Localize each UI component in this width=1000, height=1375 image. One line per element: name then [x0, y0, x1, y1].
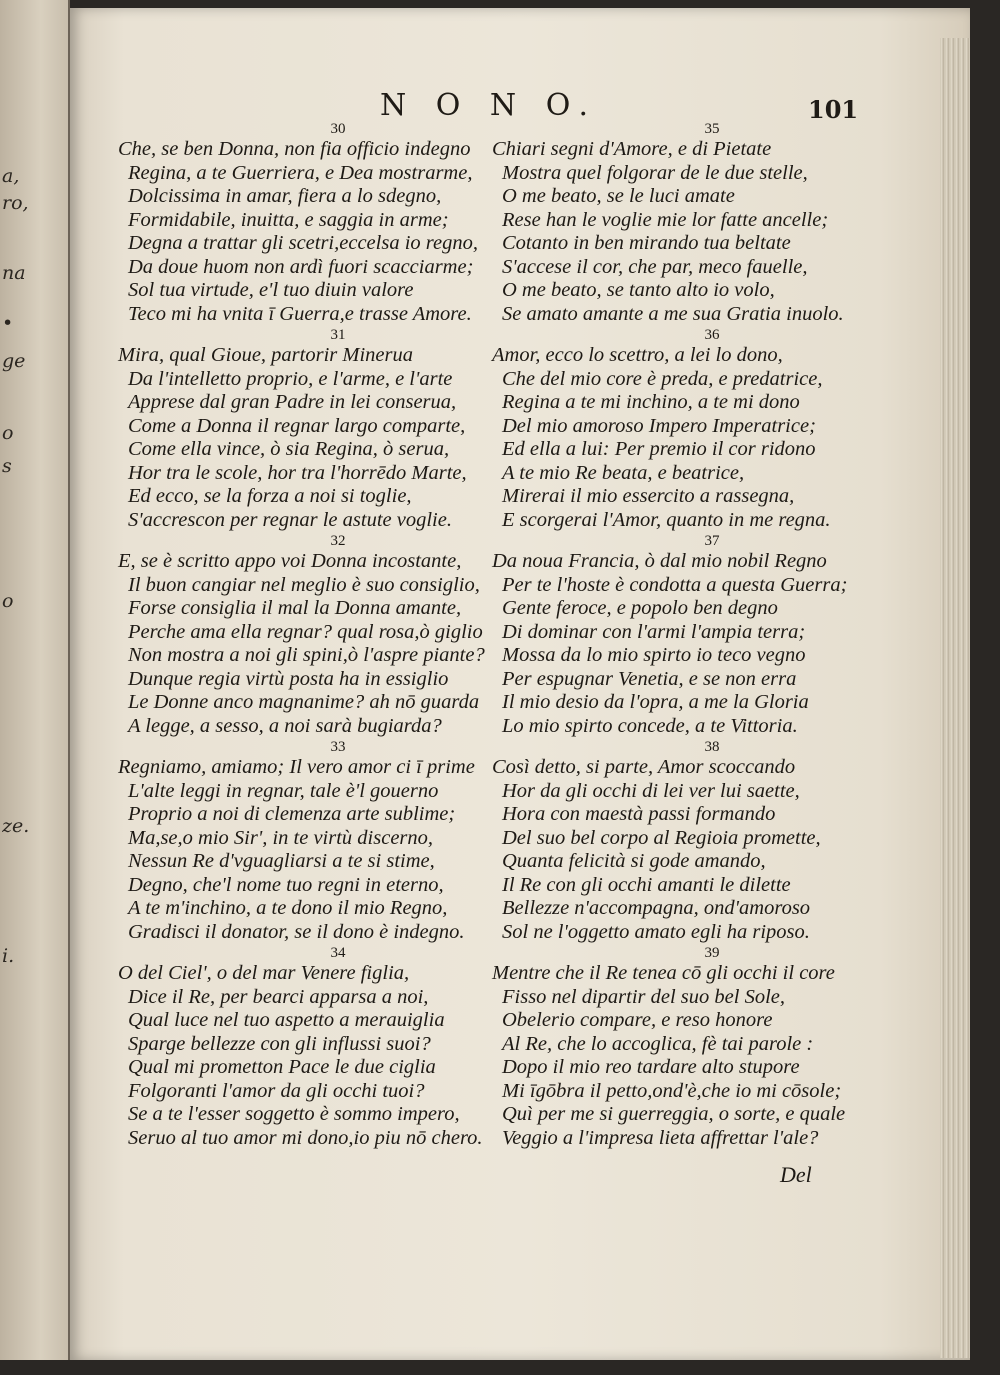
stanza: [118, 944, 518, 1150]
catchword: Del: [780, 1162, 812, 1187]
verse-line: Ma,se,o mio Sir', in te virtù discerno,: [128, 826, 434, 849]
verse-line: Obelerio compare, e reso honore: [502, 1009, 773, 1031]
verse-line: Qual mi prometton Pace le due ciglia: [128, 1056, 436, 1078]
verse-line: Sparge bellezze con gli influssi suoi?: [128, 1032, 431, 1055]
verse-line: Qual luce nel tuo aspetto a merauiglia: [128, 1009, 445, 1031]
stanza: [492, 326, 892, 532]
verse-line: Da noua Francia, ò dal mio nobil Regno: [492, 550, 827, 572]
verse-line: Mirerai il mio essercito a rassegna,: [502, 485, 795, 507]
stanza-number: 38: [704, 739, 720, 755]
left-page-fragment: na: [2, 262, 26, 284]
verse-line: Ed ella a lui: Per premio il cor ridono: [502, 438, 816, 460]
left-page-fragment: ge: [2, 350, 26, 372]
verse-line: Del mio amoroso Impero Imperatrice;: [502, 414, 816, 437]
left-page-fragment: o: [2, 590, 14, 612]
verse-line: Teco mi ha vnita ī Guerra,e trasse Amore.: [128, 302, 472, 325]
verse-line: Sol tua virtude, e'l tuo diuin valore: [128, 279, 414, 301]
verse-line: Amor, ecco lo scettro, a lei lo dono,: [492, 344, 783, 366]
stanza: [492, 738, 892, 944]
verse-line: Che del mio core è preda, e predatrice,: [502, 367, 823, 390]
verse-line: Hor tra le scole, hor tra l'horrēdo Marte,: [128, 461, 467, 484]
left-page-fragment: o: [2, 422, 14, 444]
stanza-number: 30: [330, 121, 346, 137]
verse-line: L'alte leggi in regnar, tale è'l gouerno: [128, 779, 439, 802]
verse-line: Del suo bel corpo al Regioia promette,: [502, 826, 821, 849]
verse-line: O me beato, se le luci amate: [502, 185, 735, 207]
verse-line: Da l'intelletto proprio, e l'arme, e l'arte: [128, 367, 453, 390]
stanza: [118, 532, 518, 738]
verse-line: S'accese il cor, che par, meco fauelle,: [502, 255, 808, 278]
verse-line: Bellezze n'accompagna, ond'amoroso: [502, 897, 811, 919]
stanza-number: 35: [704, 121, 720, 137]
verse-line: Hor da gli occhi di lei ver lui saette,: [502, 779, 800, 802]
verse-line: Forse consiglia il mal la Donna amante,: [128, 597, 462, 619]
stanza: [118, 120, 518, 326]
verse-line: Proprio a noi di clemenza arte sublime;: [128, 803, 456, 825]
verse-line: Che, se ben Donna, non fia officio indegno: [118, 138, 471, 160]
verse-line: Come ella vince, ò sia Regina, ò serua,: [128, 438, 450, 460]
verse-line: Regina a te mi inchino, a te mi dono: [502, 391, 800, 413]
verse-line: Dolcissima in amar, fiera a lo sdegno,: [128, 185, 442, 207]
verse-line: Non mostra a noi gli spini,ò l'aspre piante?: [128, 644, 485, 666]
verse-line: Per espugnar Venetia, e se non erra: [502, 667, 797, 690]
verse-line: Così detto, si parte, Amor scoccando: [492, 756, 796, 778]
running-head: N O N O.: [380, 88, 599, 123]
stanza: [118, 738, 518, 944]
stanza-number: 39: [704, 945, 720, 961]
verse-line: Veggio a l'impresa lieta affrettar l'ale?: [502, 1126, 819, 1149]
verse-line: Di dominar con l'armi l'ampia terra;: [502, 620, 806, 643]
verse-line: Mossa da lo mio spirto io teco vegno: [502, 644, 806, 666]
verse-line: Gente feroce, e popolo ben degno: [502, 597, 778, 619]
left-page-fragment: ze.: [2, 815, 30, 837]
verse-line: Chiari segni d'Amore, e di Pietate: [492, 138, 772, 160]
verse-line: E scorgerai l'Amor, quanto in me regna.: [502, 508, 831, 531]
verse-line: Come a Donna il regnar largo comparte,: [128, 414, 466, 437]
verse-line: Il Re con gli occhi amanti le dilette: [502, 873, 791, 896]
verse-line: Quì per me si guerreggia, o sorte, e quale: [502, 1103, 846, 1125]
stanza: [118, 326, 518, 532]
verse-line: Seruo al tuo amor mi dono,io piu nō chero.: [128, 1126, 483, 1149]
verse-line: O del Ciel', o del mar Venere figlia,: [118, 962, 410, 984]
verse-line: O me beato, se tanto alto io volo,: [502, 279, 775, 301]
verse-line: Regniamo, amiamo; Il vero amor ci ī prime: [118, 756, 475, 778]
verse-line: A te m'inchino, a te dono il mio Regno,: [128, 897, 448, 919]
verse-line: Mira, qual Gioue, partorir Minerua: [118, 344, 413, 366]
verse-line: Mi īgōbra il petto,ond'è,che io mi cōsole;: [502, 1079, 842, 1102]
verse-line: Dunque regia virtù posta ha in essiglio: [128, 667, 449, 690]
verse-line: Dice il Re, per bearci apparsa a noi,: [128, 985, 429, 1008]
page-number: 101: [808, 95, 859, 124]
stanza-number: 37: [704, 533, 720, 549]
stanza-number: 33: [330, 739, 346, 755]
verse-line: Il mio desio da l'opra, a me la Gloria: [502, 691, 809, 713]
verse-line: Perche ama ella regnar? qual rosa,ò giglio: [128, 620, 483, 643]
stanza: [492, 120, 892, 326]
left-column: [118, 120, 518, 1150]
verse-line: Formidabile, inuitta, e saggia in arme;: [128, 208, 449, 231]
verse-line: Ed ecco, se la forza a noi si toglie,: [128, 485, 412, 507]
page-edges: [940, 38, 970, 1358]
left-page-fragment: ro,: [2, 192, 29, 214]
verse-line: E, se è scritto appo voi Donna incostante,: [118, 550, 462, 572]
verse-line: Dopo il mio reo tardare alto stupore: [502, 1056, 800, 1078]
verse-line: Mentre che il Re tenea cō gli occhi il core: [492, 962, 835, 984]
verse-line: Folgoranti l'amor da gli occhi tuoi?: [128, 1079, 425, 1102]
verse-line: S'accrescon per regnar le astute voglie.: [128, 508, 452, 531]
verse-line: Sol ne l'oggetto amato egli ha riposo.: [502, 920, 810, 943]
verse-line: A te mio Re beata, e beatrice,: [502, 461, 745, 484]
verse-line: Al Re, che lo accoglica, fè tai parole :: [502, 1032, 814, 1055]
verse-line: Rese han le voglie mie lor fatte ancelle;: [502, 208, 829, 231]
verse-line: Mostra quel folgorar de le due stelle,: [502, 161, 808, 184]
verse-line: Da doue huom non ardì fuori scacciarme;: [128, 255, 474, 278]
left-page-fragment: i.: [2, 945, 15, 967]
verse-line: Regina, a te Guerriera, e Dea mostrarme,: [128, 161, 473, 184]
verse-line: Il buon cangiar nel meglio è suo consiglio,: [128, 573, 480, 596]
stanza-number: 32: [330, 533, 346, 549]
verse-line: Fisso nel dipartir del suo bel Sole,: [502, 985, 785, 1008]
verse-line: Degna a trattar gli scetri,eccelsa io regno,: [128, 232, 478, 254]
stanza-number: 31: [330, 327, 346, 343]
verse-line: Cotanto in ben mirando tua beltate: [502, 232, 791, 254]
left-page-fragment: s: [2, 455, 12, 477]
verse-line: Se a te l'esser soggetto è sommo impero,: [128, 1103, 460, 1125]
verse-line: A legge, a sesso, a noi sarà bugiarda?: [128, 714, 442, 737]
verse-line: Hora con maestà passi formando: [502, 803, 776, 825]
stanza-number: 34: [330, 945, 346, 961]
left-page-edge: [0, 0, 70, 1360]
right-column: [492, 120, 892, 1150]
left-page-fragment: •: [2, 312, 14, 334]
verse-line: Nessun Re d'vguagliarsi a te si stime,: [128, 850, 435, 872]
left-page-fragment: a,: [2, 165, 20, 187]
verse-line: Apprese dal gran Padre in lei conserua,: [128, 391, 457, 413]
verse-line: Le Donne anco magnanime? ah nō guarda: [128, 691, 480, 713]
verse-line: Quanta felicità si gode amando,: [502, 850, 766, 872]
stanza: [492, 944, 892, 1150]
stanza-number: 36: [704, 327, 720, 343]
verse-line: Se amato amante a me sua Gratia inuolo.: [502, 302, 844, 325]
verse-line: Degno, che'l nome tuo regni in eterno,: [128, 873, 444, 896]
verse-line: Lo mio spirto concede, a te Vittoria.: [502, 714, 798, 737]
verse-line: Gradisci il donator, se il dono è indegno.: [128, 920, 465, 943]
verse-line: Per te l'hoste è condotta a questa Guerra;: [502, 573, 848, 596]
stanza: [492, 532, 892, 738]
